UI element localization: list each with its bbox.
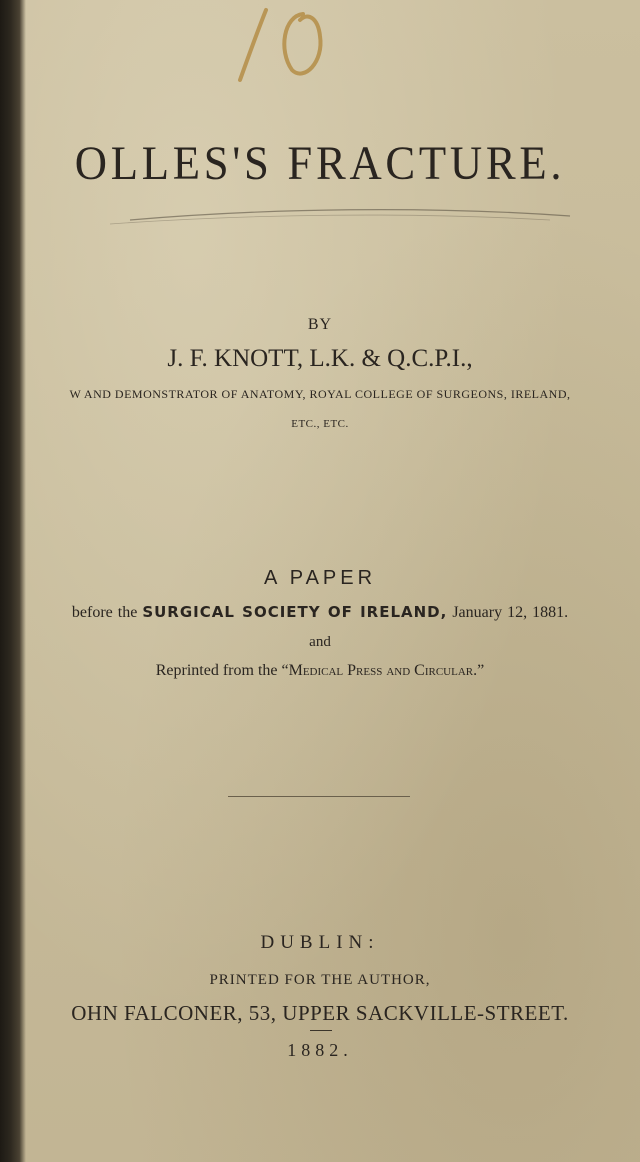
reprint-line	[0, 662, 640, 680]
imprint-printer: OHN FALCONER, 53, UPPER SACKVILLE-STREET.	[71, 1001, 569, 1025]
and-line: and	[309, 634, 331, 650]
year-rule	[310, 1030, 332, 1031]
author-etc: ETC., ETC.	[291, 418, 349, 430]
imprint-year: 1882.	[287, 1040, 353, 1060]
title-rule	[70, 200, 590, 240]
read-before-prefix: before the	[71, 604, 138, 621]
author-name: J. F. KNOTT, L.K. & Q.C.P.I.,	[167, 345, 473, 372]
by-line: BY	[307, 316, 333, 333]
society-name: SURGICAL SOCIETY OF IRELAND,	[142, 603, 448, 621]
imprint-city: DUBLIN:	[260, 932, 380, 953]
book-title: OLLES'S FRACTURE.	[74, 137, 566, 190]
handwritten-number	[228, 0, 338, 90]
read-before-date: January 12, 1881.	[452, 604, 569, 621]
imprint-printed-for: PRINTED FOR THE AUTHOR,	[209, 972, 431, 988]
read-before-line	[0, 603, 640, 622]
divider-rule	[228, 796, 410, 797]
paper-heading: A PAPER	[263, 567, 377, 589]
author-position: W AND DEMONSTRATOR OF ANATOMY, ROYAL COLLEGE OF SURGEONS, IRELAND,	[69, 387, 571, 401]
reprint-source: Medical Press and Circular	[288, 662, 474, 679]
reprint-suffix: .”	[473, 662, 485, 679]
reprint-prefix: Reprinted from the “	[155, 662, 289, 679]
